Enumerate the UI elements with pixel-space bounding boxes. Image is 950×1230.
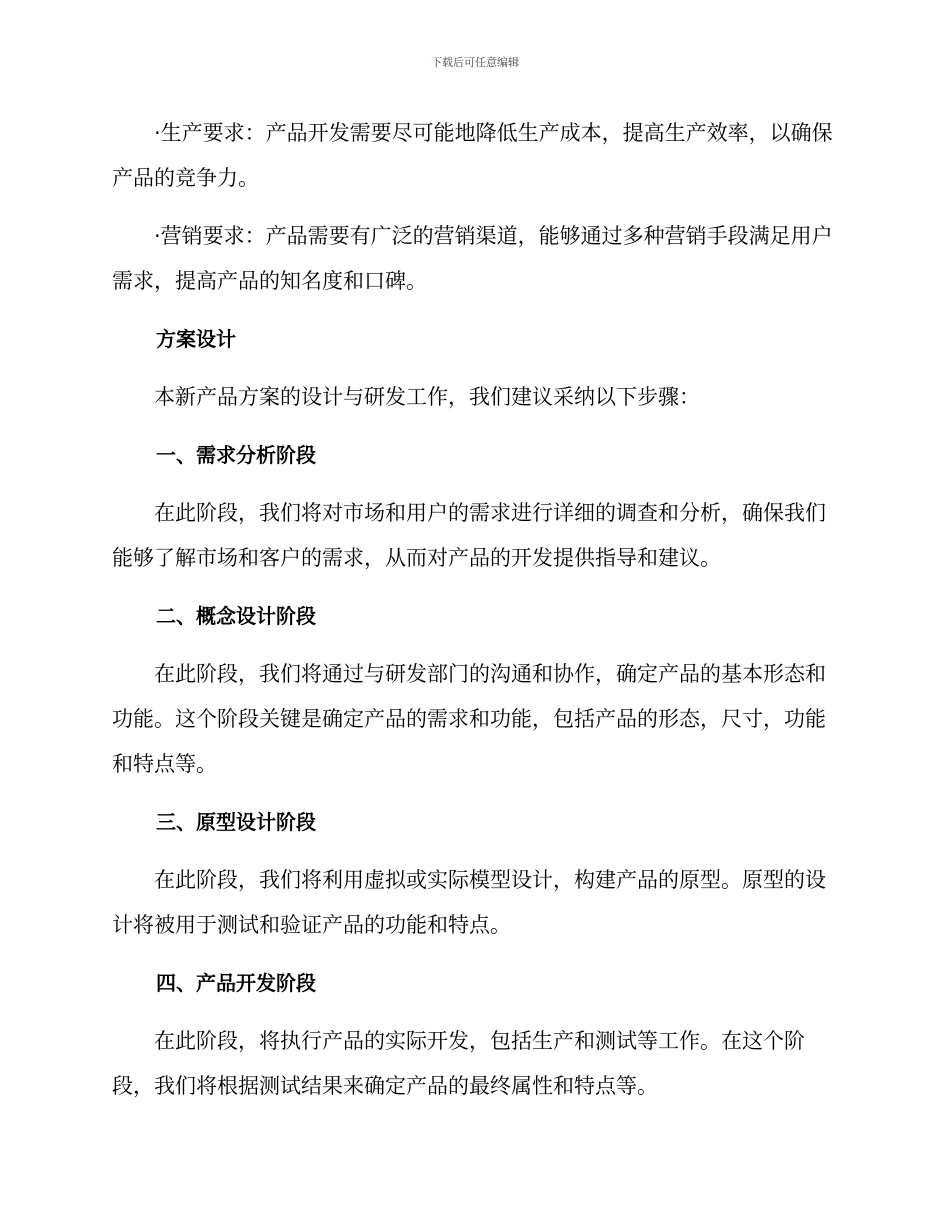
paragraph-marketing-requirement: ·营销要求：产品需要有广泛的营销渠道，能够通过多种营销手段满足用户需求，提高产品的知名度和口碑。 [112, 224, 833, 293]
paragraph-prototype-design: 在此阶段，我们将利用虚拟或实际模型设计，构建产品的原型。原型的设计将被用于测试和验证产品的功能和特点。 [112, 868, 826, 937]
heading-product-development: 四、产品开发阶段 [156, 971, 316, 995]
document-body [112, 111, 838, 1122]
section-heading-solution-design: 方案设计 [156, 327, 236, 351]
heading-concept-design: 二、概念设计阶段 [156, 604, 316, 628]
paragraph-requirement-analysis: 在此阶段，我们将对市场和用户的需求进行详细的调查和分析，确保我们能够了解市场和客户的需求，从而对产品的开发提供指导和建议。 [112, 501, 826, 570]
paragraph-product-development: 在此阶段，将执行产品的实际开发，包括生产和测试等工作。在这个阶段，我们将根据测试结果来确定产品的最终属性和特点等。 [112, 1029, 805, 1098]
page-header: 下载后可任意编辑 [431, 56, 519, 69]
heading-requirement-analysis: 一、需求分析阶段 [156, 443, 316, 467]
paragraph-concept-design: 在此阶段，我们将通过与研发部门的沟通和协作，确定产品的基本形态和功能。这个阶段关键是确定产品的需求和功能，包括产品的形态，尺寸，功能和特点等。 [112, 662, 826, 776]
heading-prototype-design: 三、原型设计阶段 [156, 810, 316, 834]
paragraph-solution-intro: 本新产品方案的设计与研发工作，我们建议采纳以下步骤： [154, 385, 700, 409]
paragraph-production-requirement: ·生产要求：产品开发需要尽可能地降低生产成本，提高生产效率，以确保产品的竞争力。 [112, 121, 833, 190]
